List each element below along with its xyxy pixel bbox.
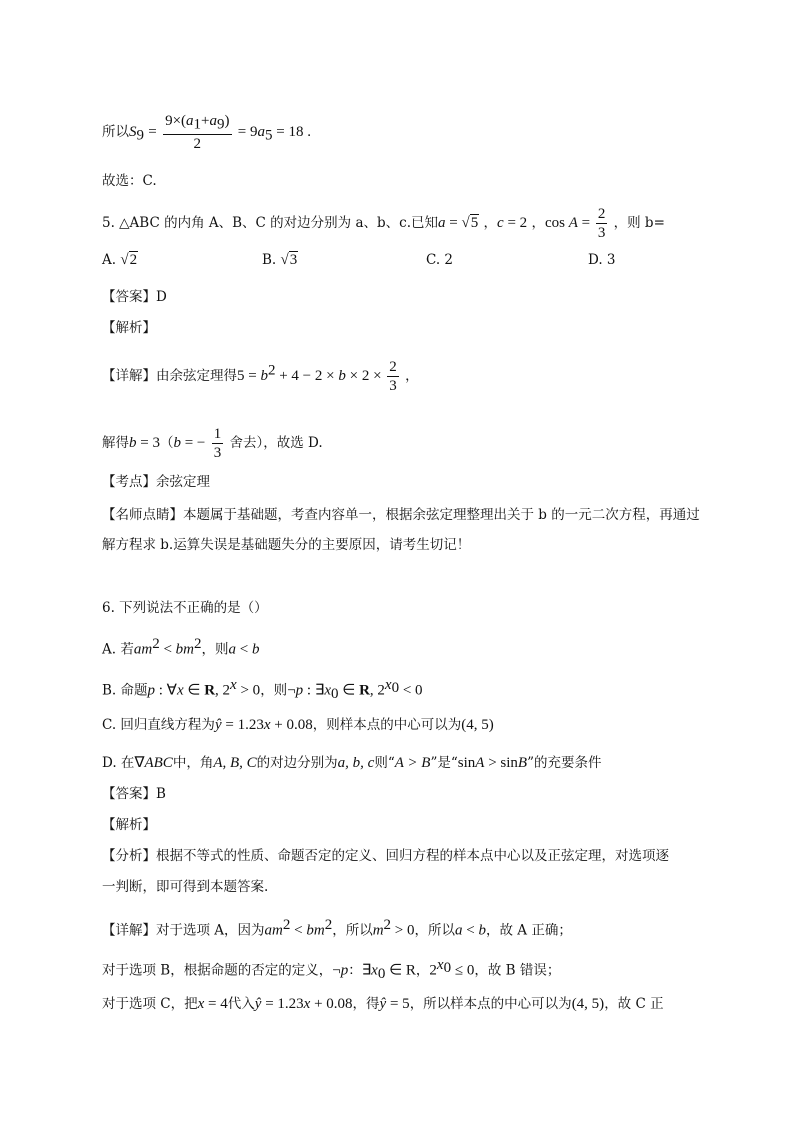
q5-option-a: A. √2 [102,252,138,268]
q5-answer: 【答案】D [102,289,167,305]
q6-answer: 【答案】B [102,786,166,802]
cosA-fraction: $\frac{2}{3}$ [597,206,606,241]
q5-option-c: C. 2 [426,252,454,268]
q6-stem: 6. 下列说法不正确的是（） [102,600,268,616]
q5-comment-1: 【名师点睛】本题属于基础题，考查内容单一，根据余弦定理整理出关于 b 的一元二次方程，再通过 [102,507,700,523]
q5-solve: 解得b = 3（b = − $\frac{1}{3}$ 舍去），故选 D. [102,426,323,461]
q6-analysis-label: 【解析】 [102,817,156,833]
q5-option-d: D. 3 [588,252,616,268]
q6-detail-a: 【详解】对于选项 A，因为$am^2 < bm^2$，所以$m^2 > 0$，所以a < b，故 A 正确； [102,917,572,939]
q6-option-a: A. 若$am^2 < bm^2$，则a < b [102,636,260,658]
q6-detail-c: 对于选项 C，把x = 4代入ŷ = 1.23x + 0.08，得ŷ = 5，所以样本点的中心可以为(4, 5)，故 C 正 [102,996,664,1012]
q5-option-b: B. √3 [262,252,298,268]
s9-prefix: 所以 [102,123,129,140]
q5-stem: 5. △ABC 的内角 A、B、C 的对边分别为 a、b、c.已知a = √5 ，c = 2 ，cos A = $\frac{2}{3}$ ，则 b= [102,206,665,241]
s9-formula-line: 所以$S_9$ = $\frac{9\times(a_1+a_9)}{2}$ = $9a_5 = 18$ . [102,113,311,152]
q4-answer-line: 故选：C. [102,173,157,189]
q5-detail: 【详解】由余弦定理得$5 = b^2 + 4 - 2 \times b \times 2$ × $\frac{2}{3}$ ， [102,359,419,394]
two-thirds-fraction: $\frac{2}{3}$ [389,359,397,394]
q6-fenxi-2: 一判断，即可得到本题答案. [102,879,269,895]
q6-detail-b: 对于选项 B，根据命题的否定的定义，¬p：$\exists x_0$ ∈ R，$2^{x_0} \le 0$，故 B 错误； [102,957,561,983]
one-third-fraction: $\frac{1}{3}$ [213,426,222,461]
q5-stem-suffix: ，则 b= [613,215,665,231]
q5-comment-2: 解方程求 b.运算失误是基础题失分的主要原因，请考生切记！ [102,537,471,553]
q6-option-c: C. 回归直线方程为ŷ = 1.23x + 0.08，则样本点的中心可以为(4, 5) [102,717,494,733]
q5-kaodian: 【考点】余弦定理 [102,474,210,490]
q6-fenxi-1: 【分析】根据不等式的性质、命题否定的定义、回归方程的样本点中心以及正弦定理，对选项逐 [102,848,669,864]
q5-stem-prefix: 5. △ABC 的内角 A、B、C 的对边分别为 a、b、c.已知 [102,215,439,231]
q6-option-d: D. 在∇ABC中，角A, B, C的对边分别为a, b, c则“A > B”是“sinA > sinB”的充要条件 [102,755,602,771]
q6-option-b: B. 命题p : ∀x ∈ R, $2^x > 0$，则¬p : $\exists x_0$ ∈ R, $2^{x_0} < 0$ [102,677,423,703]
q5-analysis-label: 【解析】 [102,320,156,336]
s9-fraction: $\frac{9\times(a_1+a_9)}{2}$ [165,113,230,152]
